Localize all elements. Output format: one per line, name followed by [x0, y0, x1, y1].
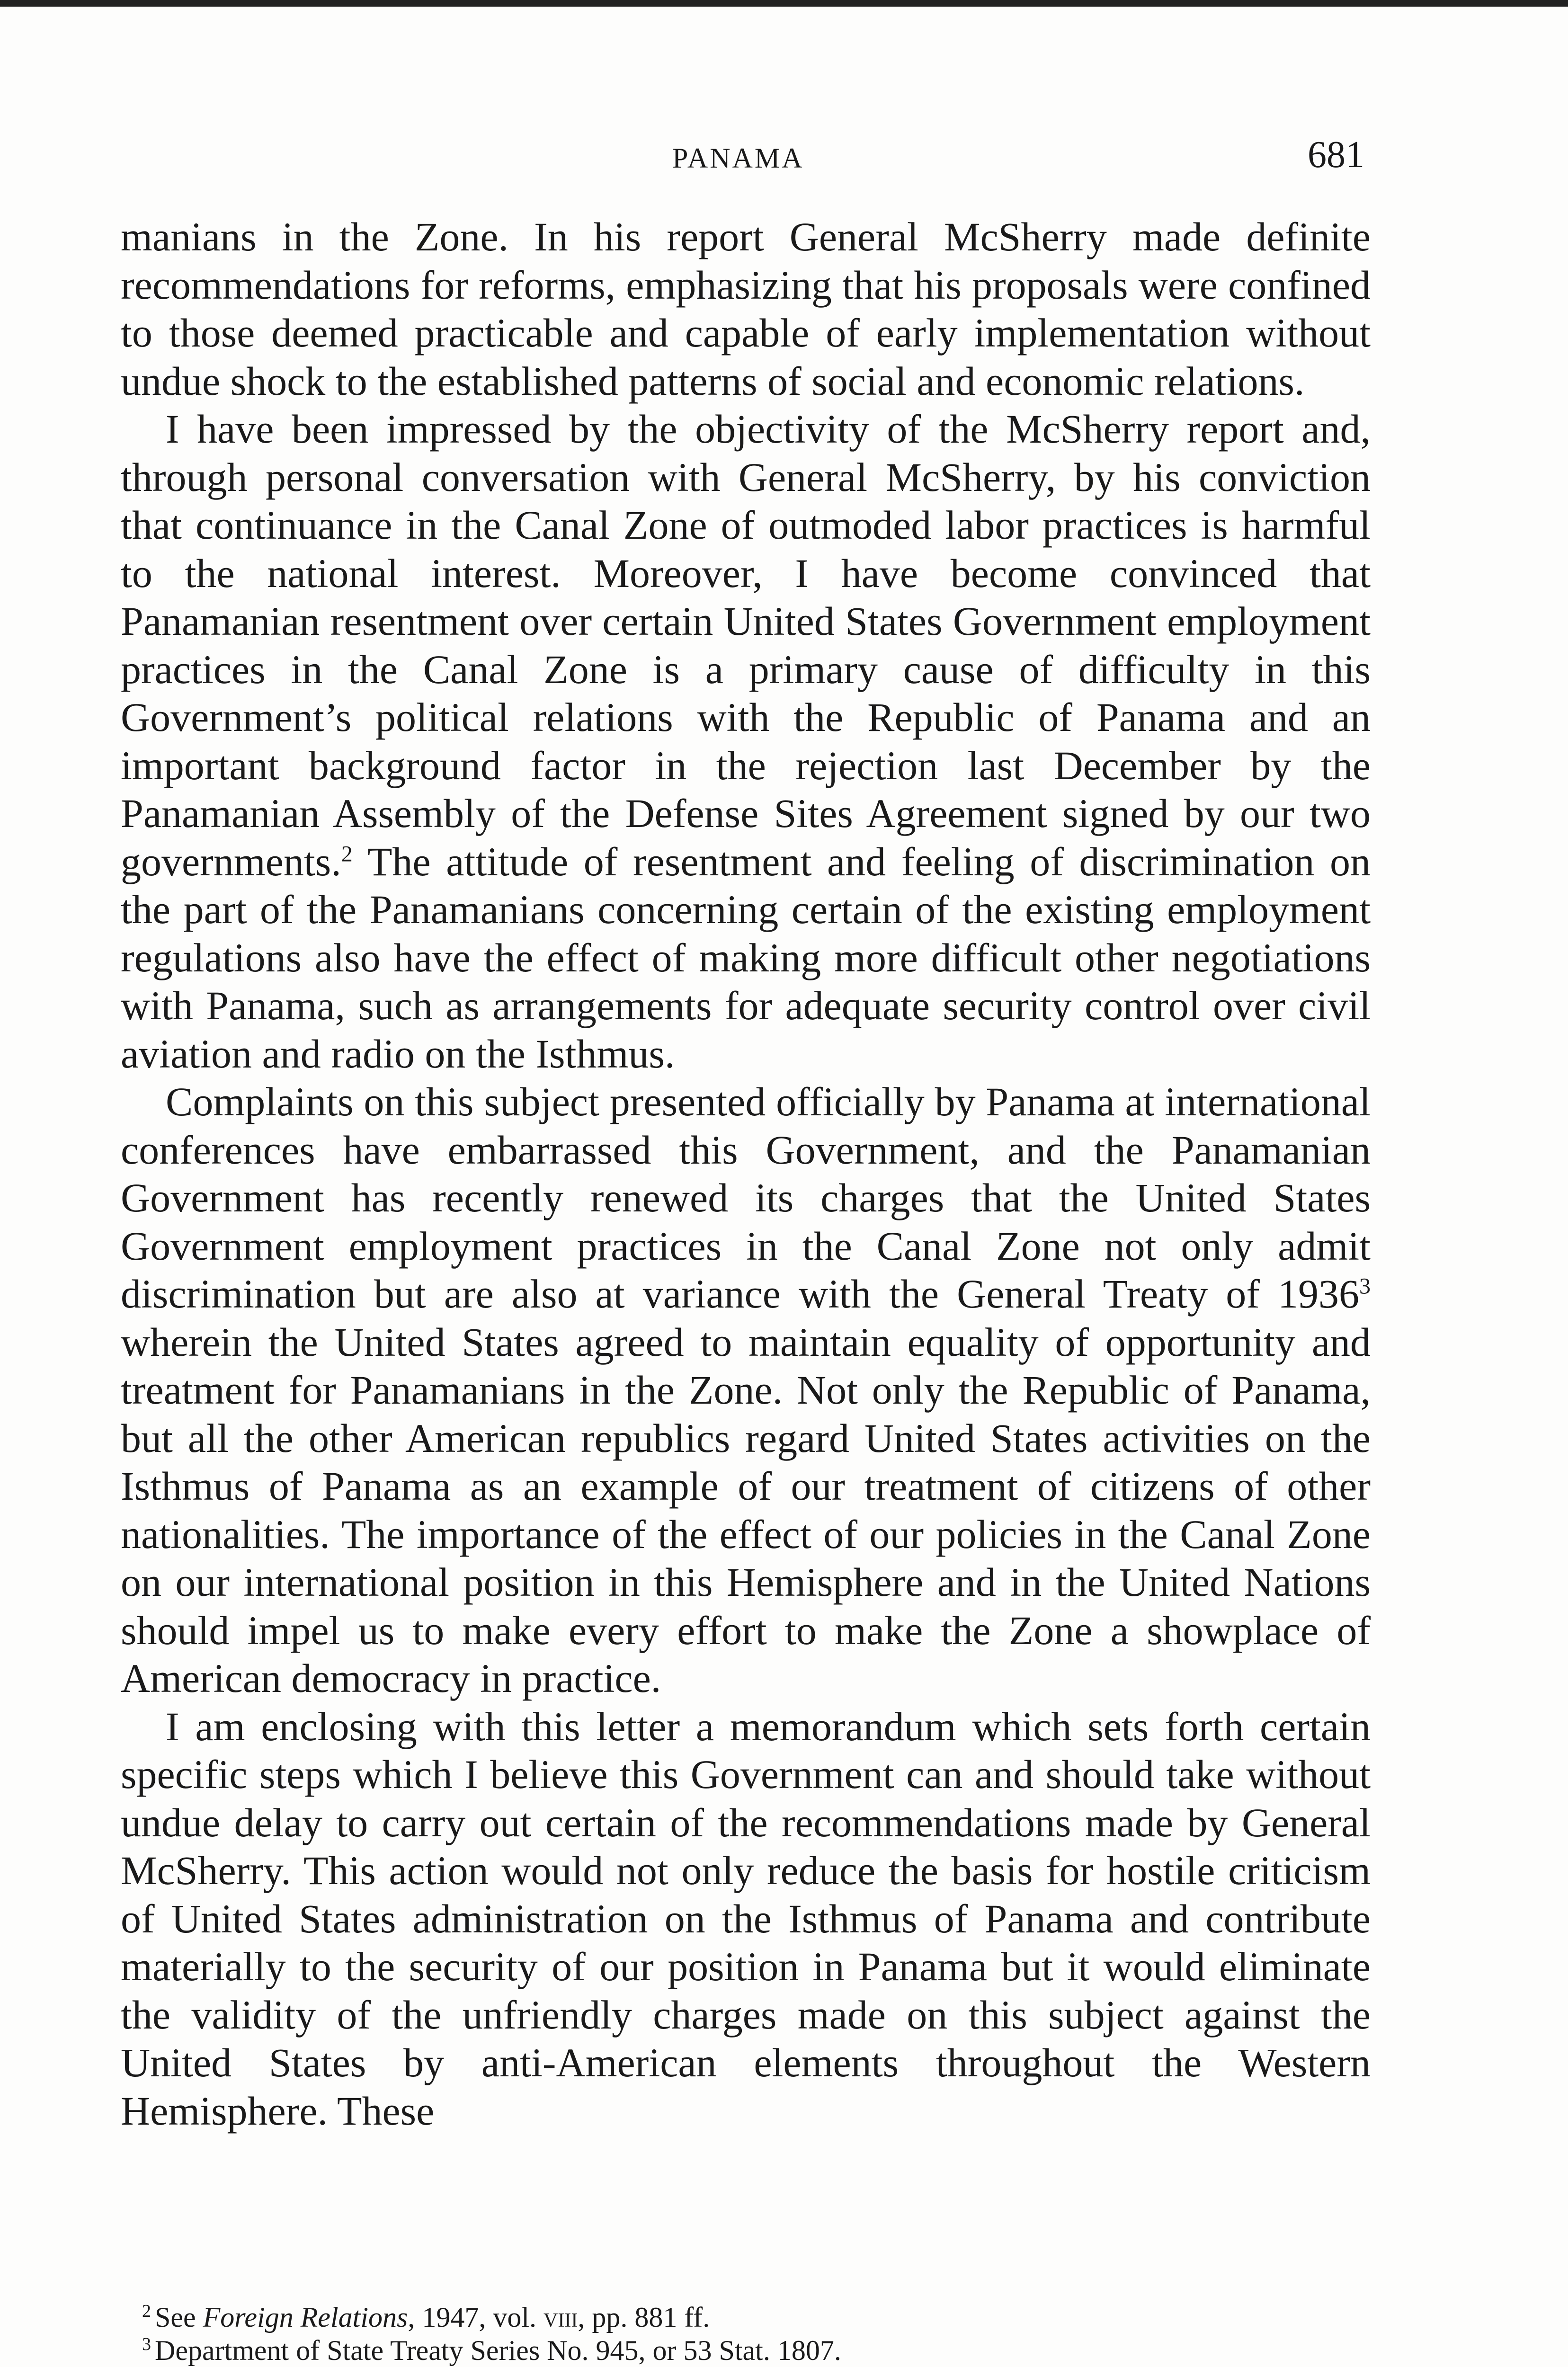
paragraph-3-text-a: Complaints on this subject presented officially by Panama at international conferences have embarrassed this Government, and the Panamanian Government has recently renewed its charges that the United States Government employment practices in the Canal Zone not only admit discrimination but are also at variance with the General Treaty of 1936 [121, 1079, 1371, 1317]
footnote-2-prefix: See [155, 2302, 203, 2333]
body-text [121, 213, 1371, 2135]
footnotes [142, 2301, 1373, 2367]
paragraph-2-text-b: The attitude of resentment and feeling of discrimination on the part of the Panamanians concerning certain of the existing employment regulations also have the effect of making more difficult other negotiations with Panama, such as arrangements for adequate security control over civil aviation and radio on the Isthmus. [121, 838, 1371, 1077]
footnote-2-title: Foreign Relations [203, 2302, 408, 2333]
footnote-2 [142, 2301, 1373, 2334]
footnote-ref-2: 2 [341, 841, 353, 866]
paragraph-3 [121, 1078, 1371, 1703]
footnote-ref-3: 3 [1359, 1273, 1371, 1299]
footnote-3-number: 3 [142, 2334, 151, 2354]
footnote-2-number: 2 [142, 2301, 151, 2321]
footnote-2-mid: , 1947, vol. [408, 2302, 544, 2333]
paragraph-3-text-b: wherein the United States agreed to maintain equality of opportunity and treatment for Panamanians in the Zone. Not only the Republic of Panama, but all the other American republics regard United States activities on the Isthmus of Panama as an example of our treatment of citizens of other nationalities. The importance of the effect of our policies in the Canal Zone on our international position in this Hemisphere and in the United Nations should impel us to make every effort to make the Zone a showplace of American democracy in practice. [121, 1319, 1371, 1701]
paragraph-2-text-a: I have been impressed by the objectivity of the McSherry report and, through personal conversation with General McSherry, by his conviction that continuance in the Canal Zone of outmoded labor practices is harmful to the national interest. Moreover, I have become convinced that Panamanian resentment over certain United States Government employment practices in the Canal Zone is a primary cause of difficulty in this Government’s political relations with the Republic of Panama and an important background factor in the rejection last December by the Panamanian Assembly of the Defense Sites Agreement signed by our two governments. [121, 406, 1371, 884]
paragraph-2 [121, 405, 1371, 1078]
footnote-2-volume: viii [543, 2302, 578, 2333]
scan-top-border [0, 0, 1568, 7]
paragraph-4: I am enclosing with this letter a memorandum which sets forth certain specific steps which I believe this Government can and should take without undue delay to carry out certain of the recommendations made by General McSherry. This action would not only reduce the basis for hostile criticism of United States administration on the Isthmus of Panama and contribute materially to the security of our position in Panama but it would eliminate the validity of the unfriendly charges made on this subject against the United States by anti-American elements throughout the Western Hemisphere. These [121, 1703, 1371, 2134]
footnote-3-text: Department of State Treaty Series No. 945, or 53 Stat. 1807. [155, 2335, 841, 2366]
paragraph-1: manians in the Zone. In his report General McSherry made definite recommendations for reforms, emphasizing that his proposals were confined to those deemed practicable and capable of early implementation without undue shock to the established patterns of social and economic relations. [121, 214, 1371, 404]
footnote-3 [142, 2334, 1373, 2367]
running-head-title: PANAMA [672, 142, 804, 174]
footnote-2-suffix: , pp. 881 ff. [578, 2302, 710, 2333]
page-number: 681 [1308, 134, 1364, 176]
